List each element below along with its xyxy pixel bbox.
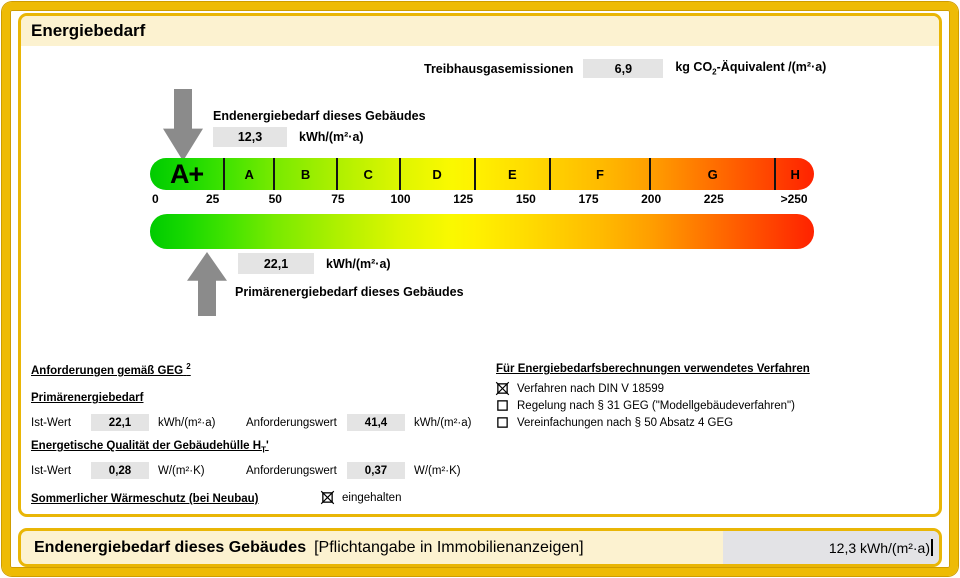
method-item bbox=[496, 397, 795, 414]
ist-wert-unit: kWh/(m²·a) bbox=[158, 416, 216, 429]
scale-tick-row bbox=[150, 192, 814, 207]
summary-title: Endenergiebedarf dieses Gebäudes bbox=[34, 538, 307, 556]
end-energy-value-field[interactable]: 12,3 bbox=[213, 127, 287, 147]
class-segment-c: C bbox=[338, 158, 401, 190]
emissions-label: Treibhausgasemissionen bbox=[424, 61, 574, 76]
requirements-title: Anforderungen gemäß GEG $^2$ bbox=[31, 362, 191, 377]
emissions-unit: kg $CO_2$-Äquivalent /(m²·a) bbox=[675, 60, 827, 77]
scale-tick: 100 bbox=[390, 192, 411, 206]
method-item-label: Verfahren nach DIN V 18599 bbox=[517, 382, 665, 395]
summary-subtitle: [Pflichtangabe in Immobilienanzeigen] bbox=[314, 538, 584, 556]
end-energy-label: Endenergiebedarf dieses Gebäudes bbox=[213, 109, 426, 123]
envelope-quality-heading: Energetische Qualität der Gebäudehülle $H_T'$ bbox=[31, 440, 269, 455]
primary-energy-label: Primärenergiebedarf dieses Gebäudes bbox=[235, 285, 464, 299]
scale-tick: >250 bbox=[780, 192, 808, 206]
method-item-label: Regelung nach § 31 GEG ("Modellgebäudeverfahren") bbox=[517, 399, 795, 412]
class-segment-d: D bbox=[401, 158, 476, 190]
scale-tick: 225 bbox=[703, 192, 724, 206]
anforderungswert-unit: kWh/(m²·a) bbox=[414, 416, 472, 429]
scale-tick: 25 bbox=[205, 192, 220, 206]
class-segment-f: F bbox=[551, 158, 651, 190]
energiebedarf-panel bbox=[18, 13, 942, 517]
ist-wert-unit: W/(m²·K) bbox=[158, 464, 205, 477]
scale-tick: 125 bbox=[453, 192, 474, 206]
end-energy-unit: kWh/(m²·a) bbox=[299, 130, 364, 144]
ist-wert-field[interactable]: 22,1 bbox=[91, 414, 149, 431]
scale-tick: 200 bbox=[641, 192, 662, 206]
class-segment-g: G bbox=[651, 158, 776, 190]
ist-wert-label: Ist-Wert bbox=[31, 416, 72, 429]
method-title: Für Energiebedarfsberechnungen verwendetes Verfahren bbox=[496, 363, 810, 375]
summer-protection-heading: Sommerlicher Wärmeschutz (bei Neubau) bbox=[31, 493, 259, 505]
class-segment-a: A bbox=[225, 158, 275, 190]
summer-protection-item bbox=[321, 489, 401, 506]
method-item bbox=[496, 380, 664, 397]
primary-energy-pointer-arrow-icon bbox=[187, 252, 227, 316]
primary-requirement-row bbox=[31, 414, 472, 431]
class-segment-b: B bbox=[275, 158, 338, 190]
primary-energy-row bbox=[238, 253, 391, 274]
panel-title: Energiebedarf bbox=[31, 21, 146, 40]
method-checkbox-paragraph-50[interactable] bbox=[496, 416, 509, 429]
method-checkbox-din-18599[interactable] bbox=[496, 382, 509, 395]
efficiency-class-band bbox=[150, 158, 814, 190]
envelope-requirement-row bbox=[31, 462, 461, 479]
class-segment-e: E bbox=[476, 158, 551, 190]
emissions-value-field[interactable]: 6,9 bbox=[583, 59, 663, 78]
anforderungswert-field[interactable]: 41,4 bbox=[347, 414, 405, 431]
class-segment-a-plus: A+ bbox=[150, 158, 225, 190]
anforderungswert-label: Anforderungswert bbox=[246, 464, 337, 477]
eingehalten-label: eingehalten bbox=[342, 491, 402, 504]
scale-tick: 75 bbox=[331, 192, 345, 206]
method-item bbox=[496, 414, 733, 431]
emissions-row bbox=[424, 59, 826, 78]
anforderungswert-unit: W/(m²·K) bbox=[414, 464, 461, 477]
end-energy-summary-bar bbox=[18, 528, 942, 567]
end-energy-pointer-arrow-icon bbox=[163, 89, 203, 161]
scale-tick: 50 bbox=[268, 192, 282, 206]
eingehalten-checkbox[interactable] bbox=[321, 491, 334, 504]
anforderungswert-field[interactable]: 0,37 bbox=[347, 462, 405, 479]
primary-energy-unit: kWh/(m²·a) bbox=[326, 256, 391, 271]
summary-value: 12,3 kWh/(m²·a) bbox=[828, 539, 930, 556]
scale-tick: 0 bbox=[152, 192, 159, 206]
text-cursor bbox=[931, 539, 933, 556]
anforderungswert-label: Anforderungswert bbox=[246, 416, 337, 429]
scale-tick: 175 bbox=[578, 192, 599, 206]
ist-wert-field[interactable]: 0,28 bbox=[91, 462, 149, 479]
panel-header bbox=[21, 16, 939, 46]
method-checkbox-paragraph-31[interactable] bbox=[496, 399, 509, 412]
summer-protection-row bbox=[31, 489, 491, 507]
method-item-label: Vereinfachungen nach § 50 Absatz 4 GEG bbox=[517, 416, 734, 429]
scale-tick: 150 bbox=[515, 192, 536, 206]
end-energy-summary-field[interactable] bbox=[723, 531, 939, 564]
ist-wert-label: Ist-Wert bbox=[31, 464, 72, 477]
primary-requirement-heading: Primärenergiebedarf bbox=[31, 392, 144, 404]
primary-energy-band bbox=[150, 214, 814, 249]
end-energy-row bbox=[213, 127, 364, 147]
primary-energy-value-field[interactable]: 22,1 bbox=[238, 253, 314, 274]
class-segment-h: H bbox=[790, 166, 800, 182]
